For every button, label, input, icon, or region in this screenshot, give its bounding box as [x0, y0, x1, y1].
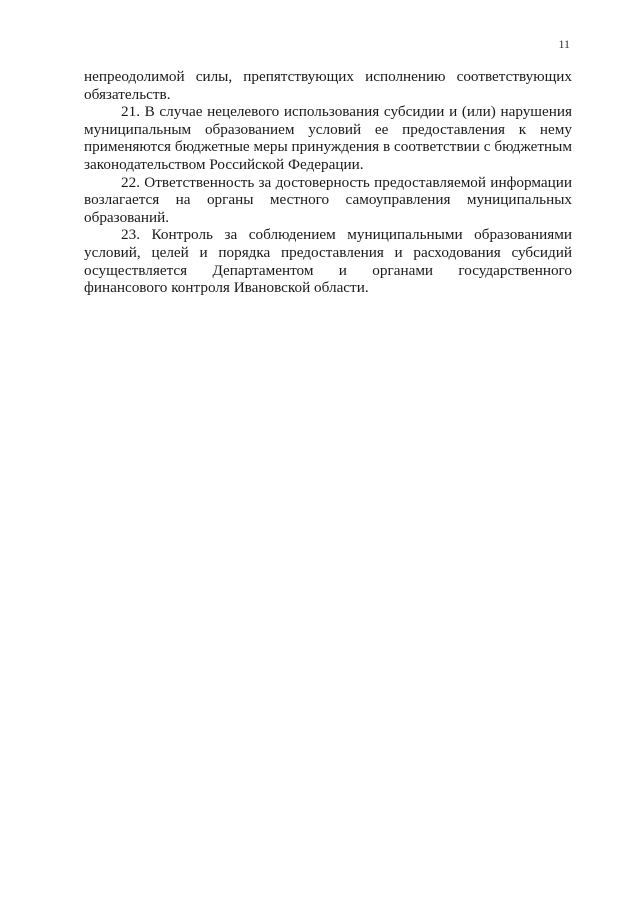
- page-number: 11: [558, 37, 570, 51]
- paragraph-clause-21: 21. В случае нецелевого использования субсидии и (или) нарушения муниципальным образованием условий ее предоставления к нему применяются бюджетные меры принуждения в соответствии с бюджетным законодательством Российской Федерации.: [84, 103, 572, 173]
- document-body: [84, 68, 572, 297]
- paragraph-clause-22: 22. Ответственность за достоверность предоставляемой информации возлагается на органы местного самоуправления муниципальных образований.: [84, 173, 572, 226]
- paragraph-clause-23: 23. Контроль за соблюдением муниципальными образованиями условий, целей и порядка предоставления и расходования субсидий осуществляется Департаментом и органами государственного финансового контроля Ивановской области.: [84, 226, 572, 297]
- paragraph-continuation: непреодолимой силы, препятствующих исполнению соответствующих обязательств.: [84, 68, 572, 103]
